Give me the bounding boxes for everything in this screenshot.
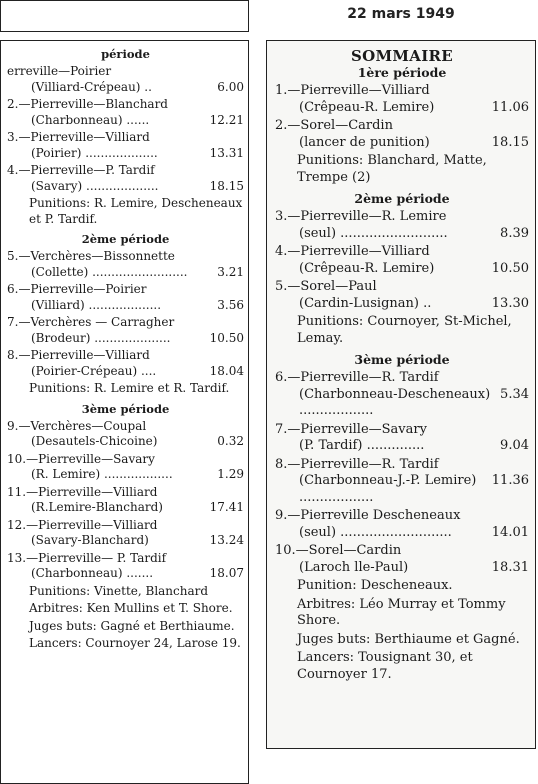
left-goal-entry: 11.—Pierreville—Villiard (R.Lemire-Blanchard) 17.41 [7,484,244,514]
right-goal-entry: 6.—Pierreville—R. Tardif (Charbonneau-Descheneaux) .................. 5.34 [275,370,529,418]
left-goal-entry: 4.—Pierreville—P. Tardif (Savary) ................... 18.15 [7,163,244,193]
right-goal-entry: 10.—Sorel—Cardin (Laroch lle-Paul) 18.31 [275,543,529,575]
left-goal-entry: 2.—Pierreville—Blanchard (Charbonneau) ...... 12.21 [7,97,244,127]
right-summary-column [266,40,536,749]
left-period-3-penalties: Punitions: Vinette, Blanchard [29,583,209,598]
right-goal-entry: 8.—Pierreville—R. Tardif (Charbonneau-J.-P. Lemire) .................. 11.36 [275,456,529,505]
right-shots: Lancers: Tousignant 30, et Cournoyer 17. [297,650,473,682]
right-goal-entry: 3.—Pierreville—R. Lemire (seul) .......................... 8.39 [275,209,529,241]
right-period-1-penalties: Punitions: Blanchard, Matte, Trempe (2) [297,153,487,185]
left-goal-entry: 8.—Pierreville—Villiard (Poirier-Crépeau) .... 18.04 [7,348,244,378]
left-goal-entry: 12.—Pierreville—Villiard (Savary-Blanchard) 13.24 [7,517,244,547]
right-goal-entry: 5.—Sorel—Paul (Cardin-Lusignan) .. 13.30 [275,279,529,311]
left-period-1-heading: période [101,47,150,61]
left-goal-entry: 9.—Verchères—Coupal (Desautels-Chicoine) 0.32 [7,418,244,448]
left-goal-entry: 13.—Pierreville— P. Tardif (Charbonneau) ....... 18.07 [7,550,244,580]
left-header-box [0,0,249,32]
left-goal-entry: erreville—Poirier (Villiard-Crépeau) .. 6.00 [7,64,244,94]
left-period-2-penalties: Punitions: R. Lemire et R. Tardif. [29,381,230,395]
right-referees: Arbitres: Léo Murray et Tommy Shore. [297,596,506,628]
left-referees: Arbitres: Ken Mullins et T. Shore. [29,601,233,615]
right-goal-entry: 9.—Pierreville Descheneaux (seul) ........................... 14.01 [275,508,529,540]
right-goal-judges: Juges buts: Berthiaume et Gagné. [297,631,520,647]
left-period-3-heading: 3ème période [81,401,170,416]
left-period-2-heading: 2ème période [81,232,170,246]
left-goal-entry: 6.—Pierreville—Poirier (Villiard) ................... 3.56 [7,282,244,312]
left-goal-entry: 10.—Pierreville—Savary (R. Lemire) .................. 1.29 [7,451,244,481]
right-goal-entry: 4.—Pierreville—Villiard (Crêpeau-R. Lemire) 10.50 [275,244,529,276]
right-goal-entry: 7.—Pierreville—Savary (P. Tardif) .............. 9.04 [275,421,529,453]
left-summary-column [0,40,249,784]
right-period-2-penalties: Punitions: Cournoyer, St-Michel, Lemay. [297,314,512,346]
summary-title: SOMMAIRE [350,47,454,65]
right-period-2-heading: 2ème période [354,191,450,206]
left-period-1-penalties: Punitions: R. Lemire, Descheneaux et P. Tardif. [29,196,243,226]
right-goal-entry: 2.—Sorel—Cardin (lancer de punition) 18.15 [275,118,529,150]
left-goal-judges: Juges buts: Gagné et Berthiaume. [29,618,235,633]
left-goal-entry: 3.—Pierreville—Villiard (Poirier) ................... 13.31 [7,130,244,160]
article-date: 22 mars 1949 [347,6,455,22]
right-goal-entry: 1.—Pierreville—Villiard (Crêpeau-R. Lemire) 11.06 [275,83,529,115]
left-shots: Lancers: Cournoyer 24, Larose 19. [29,636,241,650]
left-goal-entry: 7.—Verchères — Carragher (Brodeur) .................... 10.50 [7,315,244,345]
right-period-1-heading: 1ère période [357,65,447,80]
left-goal-entry: 5.—Verchères—Bissonnette (Collette) ......................... 3.21 [7,249,244,279]
right-period-3-heading: 3ème période [354,352,450,367]
right-period-3-penalties: Punition: Descheneaux. [297,578,453,593]
